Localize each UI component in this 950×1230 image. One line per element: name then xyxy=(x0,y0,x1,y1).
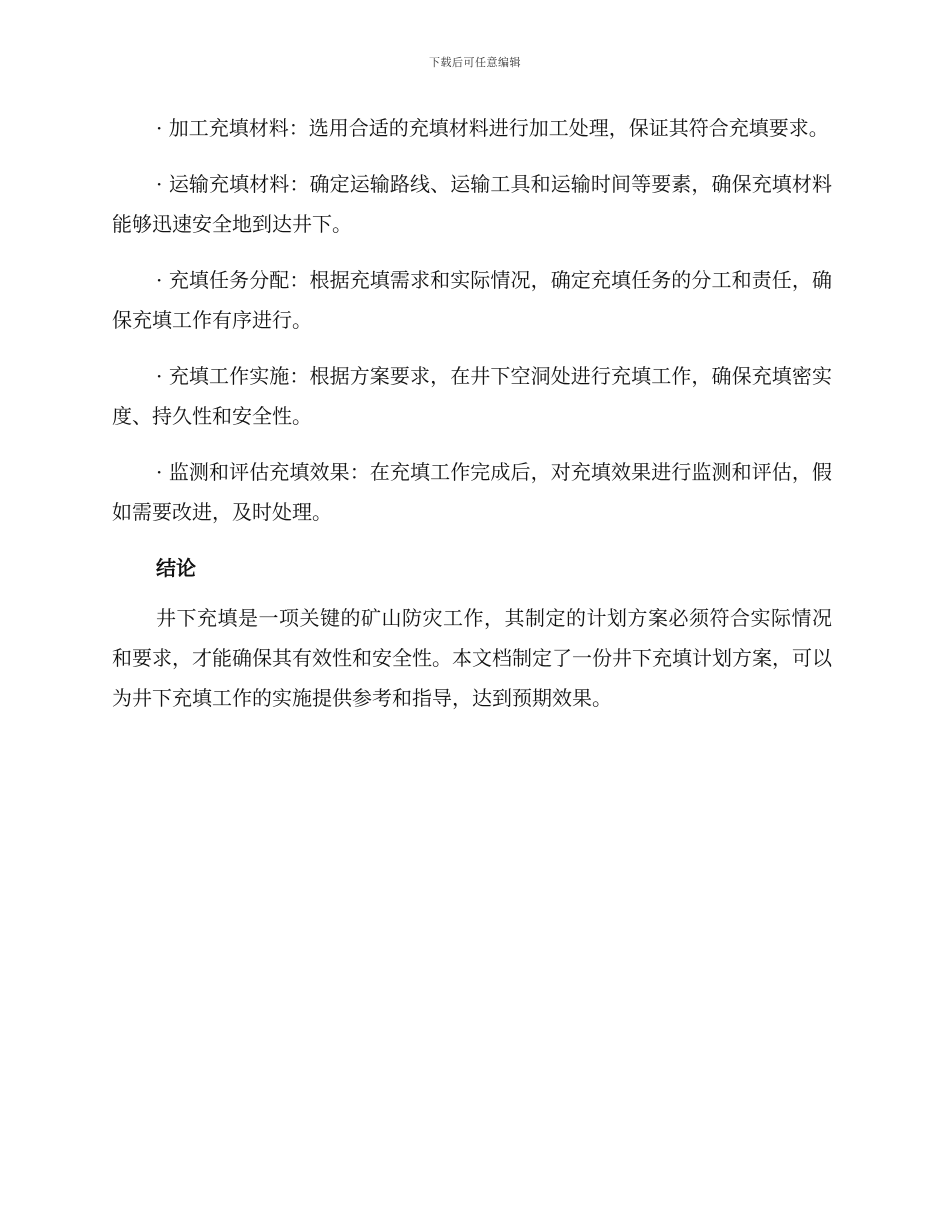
conclusion-paragraph: 井下充填是一项关键的矿山防灾工作，其制定的计划方案必须符合实际情况和要求，才能确保其有效性和安全性。本文档制定了一份井下充填计划方案，可以为井下充填工作的实施提供参考和指导，达到预期效果。 xyxy=(112,606,832,710)
conclusion-heading: 结论 xyxy=(156,556,196,580)
document-body xyxy=(112,108,832,718)
bullet-paragraph-process-material: · 加工充填材料：选用合适的充填材料进行加工处理，保证其符合充填要求。 xyxy=(156,116,829,140)
bullet-paragraph-task-allocation: · 充填任务分配：根据充填需求和实际情况，确定充填任务的分工和责任，确保充填工作有序进行。 xyxy=(112,268,832,332)
bullet-paragraph-transport-material: · 运输充填材料：确定运输路线、运输工具和运输时间等要素，确保充填材料能够迅速安全地到达井下。 xyxy=(112,172,832,236)
bullet-paragraph-implementation: · 充填工作实施：根据方案要求，在井下空洞处进行充填工作，确保充填密实度、持久性和安全性。 xyxy=(112,364,832,428)
page-header-note: 下载后可任意编辑 xyxy=(429,56,521,69)
bullet-paragraph-monitoring: · 监测和评估充填效果：在充填工作完成后，对充填效果进行监测和评估，假如需要改进，及时处理。 xyxy=(112,460,832,524)
